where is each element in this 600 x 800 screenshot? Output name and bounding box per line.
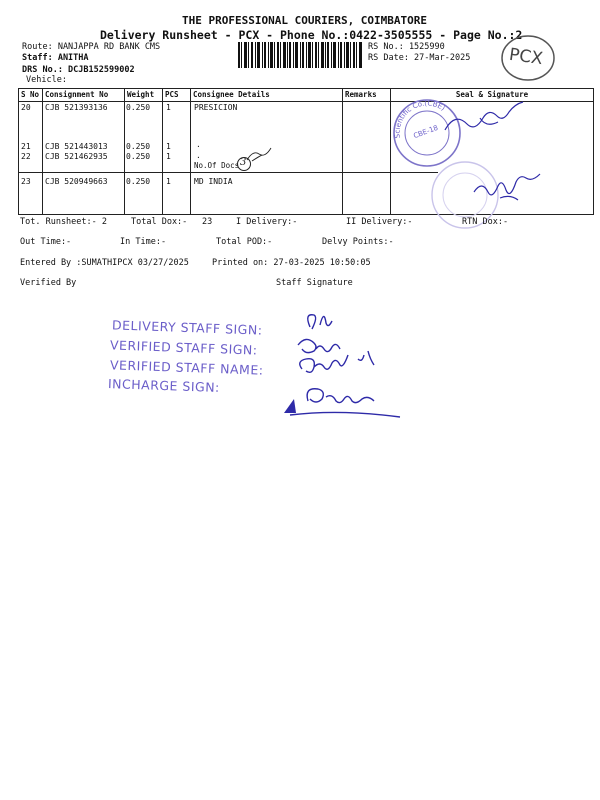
- stamp-verified-staff-sign: VERIFIED STAFF SIGN:: [109, 337, 258, 358]
- table-row-22-weight: 0.250: [126, 152, 151, 161]
- table-row-23-pcs: 1: [166, 177, 171, 186]
- company-seal: Scientific Co.(CBE) CBE-18: [392, 98, 462, 168]
- signature-row-23: [470, 172, 550, 206]
- company-title: THE PROFESSIONAL COURIERS, COIMBATORE: [182, 14, 428, 27]
- table-row-23-sno: 23: [21, 177, 31, 186]
- table-row-22-sno: 22: [21, 152, 31, 161]
- signature-row-20: [440, 100, 530, 140]
- header-pcs: PCS: [163, 89, 191, 102]
- vehicle: Vehicle:: [26, 75, 67, 85]
- verified-by: Verified By: [20, 278, 77, 288]
- route: Route: NANJAPPA RD BANK CMS: [22, 42, 161, 52]
- table-row-20-sno: 20: [21, 103, 31, 112]
- header-consignment: Consignment No: [43, 89, 125, 102]
- table-row-22-consignee: .: [196, 151, 201, 160]
- in-time: In Time:-: [120, 237, 167, 247]
- staff-signature-label: Staff Signature: [276, 278, 353, 288]
- table-row-23-consignee: MD INDIA: [194, 177, 233, 186]
- svg-text:Scientific Co.(CBE): Scientific Co.(CBE): [393, 99, 447, 139]
- row-divider: [18, 172, 438, 173]
- rs-number: RS No.: 1525990: [368, 42, 445, 52]
- entered-by: Entered By :SUMATHIPCX 03/27/2025: [20, 258, 189, 268]
- no-of-docs-label: No.Of Docs: [194, 161, 240, 170]
- barcode: [238, 42, 363, 68]
- staff: Staff: ANITHA: [22, 53, 89, 63]
- ii-delivery: II Delivery:-: [346, 217, 413, 227]
- drs-number: DRS No.: DCJB152599002: [22, 65, 135, 75]
- table-row-20-cno: CJB 521393136: [45, 103, 108, 112]
- header-sno: S No: [19, 89, 43, 102]
- table-row-22-pcs: 1: [166, 152, 171, 161]
- i-delivery: I Delivery:-: [236, 217, 298, 227]
- table-row-21-cno: CJB 521443013: [45, 142, 108, 151]
- docs-scribble: [245, 146, 275, 166]
- table-row-20-pcs: 1: [166, 103, 171, 112]
- total-pod: Total POD:-: [216, 237, 273, 247]
- stamp-incharge-sign: INCHARGE SIGN:: [107, 376, 221, 395]
- table-row-23-cno: CJB 520949663: [45, 177, 108, 186]
- stamp-verified-staff-name: VERIFIED STAFF NAME:: [109, 357, 264, 378]
- tot-runsheet: Tot. Runsheet:- 2: [20, 217, 107, 227]
- table-row-22-cno: CJB 521462935: [45, 152, 108, 161]
- total-dox-value: 23: [202, 217, 213, 227]
- table-row-21-sno: 21: [21, 142, 31, 151]
- table-row-21-weight: 0.250: [126, 142, 151, 151]
- table-row-21-pcs: 1: [166, 142, 171, 151]
- header-weight: Weight: [125, 89, 163, 102]
- table-row-23-weight: 0.250: [126, 177, 151, 186]
- rs-date: RS Date: 27-Mar-2025: [368, 53, 471, 63]
- header-consignee: Consignee Details: [191, 89, 343, 102]
- printed-on: Printed on: 27-03-2025 10:50:05: [212, 258, 371, 268]
- stamp-delivery-staff-sign: DELIVERY STAFF SIGN:: [111, 317, 263, 338]
- header-seal: Seal & Signature: [391, 89, 594, 102]
- handwritten-signatures: [280, 305, 410, 420]
- rtn-dox: RTN Dox:-: [462, 217, 509, 227]
- table-row-20-consignee: PRESICION: [194, 103, 238, 112]
- delvy-points: Delvy Points:-: [322, 237, 394, 247]
- total-dox-label: Total Dox:-: [131, 217, 188, 227]
- pcx-stamp: PCX: [500, 34, 556, 82]
- no-of-docs-handwritten: 3: [236, 155, 252, 171]
- table-row-20-weight: 0.250: [126, 103, 151, 112]
- out-time: Out Time:-: [20, 237, 72, 247]
- runsheet-subtitle: Delivery Runsheet - PCX - Phone No.:0422-3505555 - Page No.:2: [100, 28, 523, 42]
- table-row-21-consignee: .: [196, 140, 201, 149]
- header-remarks: Remarks: [343, 89, 391, 102]
